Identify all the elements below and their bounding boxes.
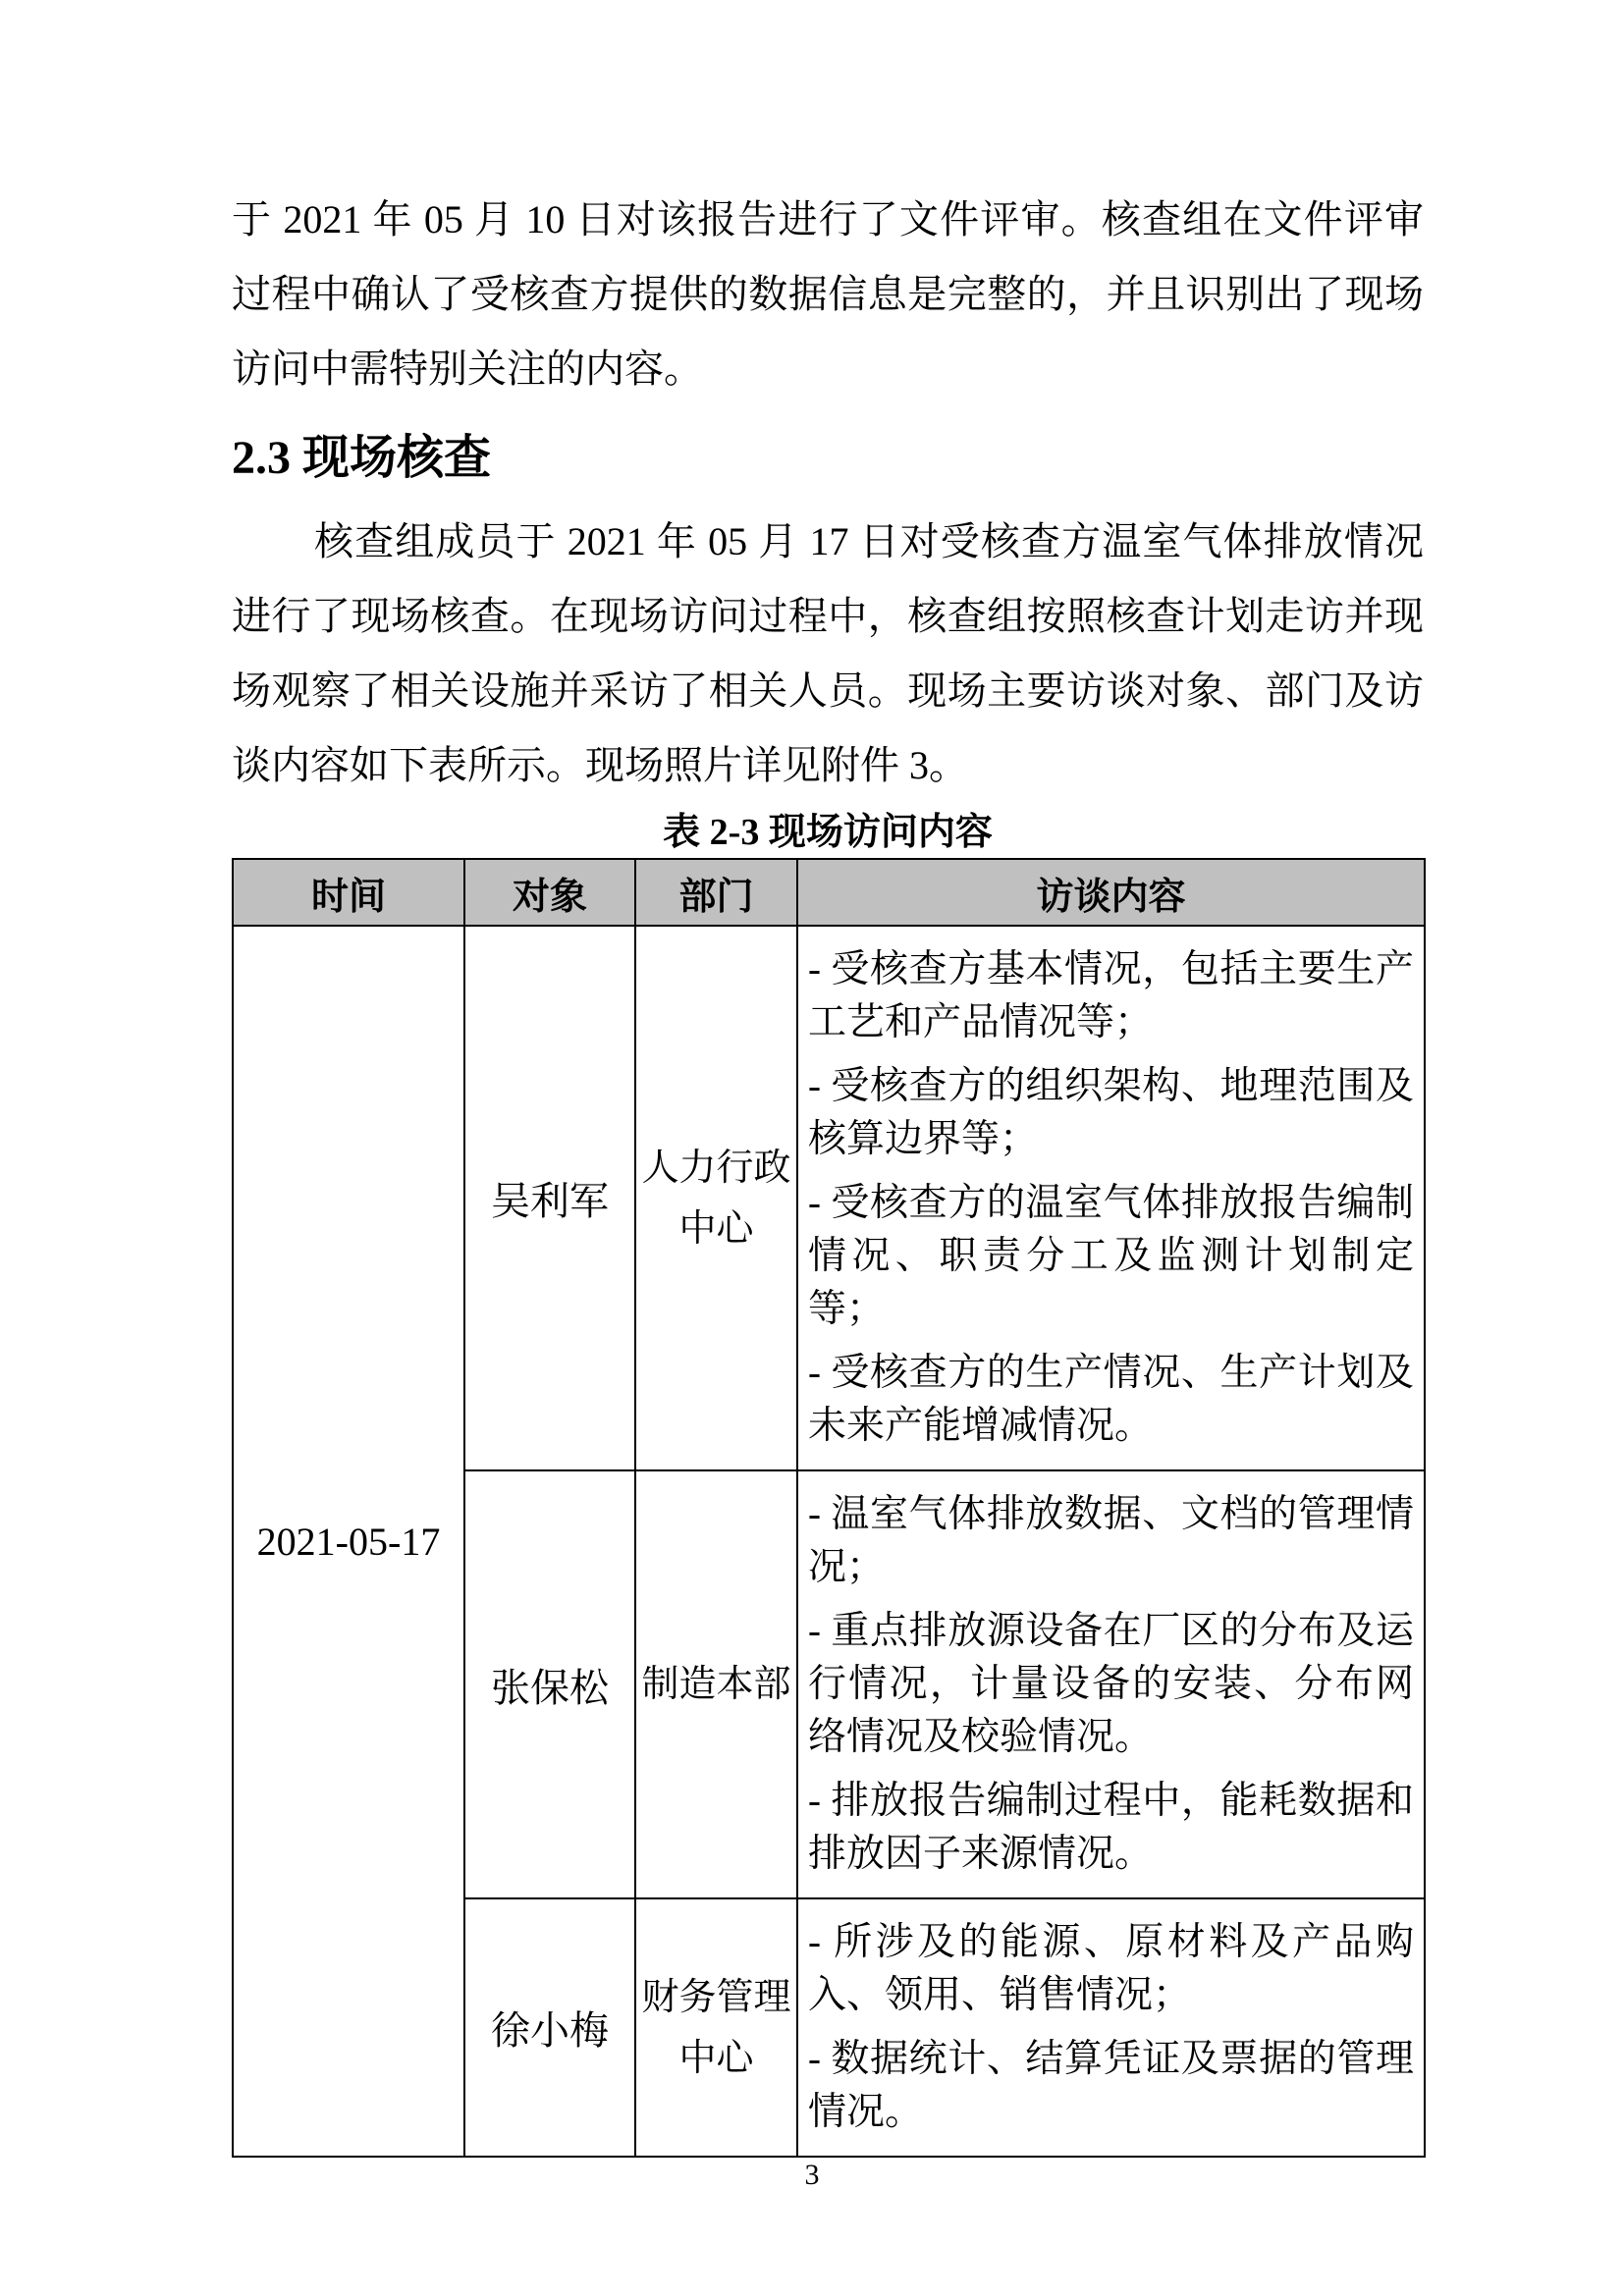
cell-interview-content-2	[797, 1470, 1425, 1898]
interview-item: - 重点排放源设备在厂区的分布及运行情况，计量设备的安装、分布网络情况及校验情况。	[808, 1610, 1414, 1758]
header-department: 部门	[635, 859, 797, 926]
table-header-row	[233, 859, 1425, 926]
interview-item: - 受核查方的组织架构、地理范围及核算边界等；	[808, 1065, 1414, 1160]
page-number: 3	[804, 2159, 820, 2191]
interview-item: - 受核查方的温室气体排放报告编制情况、职责分工及监测计划制定等；	[808, 1182, 1414, 1330]
cell-date: 2021-05-17	[233, 926, 464, 2157]
cell-department-3: 财务管理中心	[635, 1898, 797, 2157]
cell-department-2: 制造本部	[635, 1470, 797, 1898]
interview-item: - 所涉及的能源、原材料及产品购入、领用、销售情况；	[808, 1921, 1414, 2016]
cell-person-1: 吴利军	[464, 926, 635, 1470]
interview-item: - 受核查方的生产情况、生产计划及未来产能增减情况。	[808, 1352, 1414, 1447]
table-caption: 表 2-3 现场访问内容	[663, 812, 993, 853]
interview-content-table	[232, 858, 1426, 2158]
header-interview-content: 访谈内容	[797, 859, 1425, 926]
interview-item: - 排放报告编制过程中，能耗数据和排放因子来源情况。	[808, 1780, 1414, 1875]
header-time: 时间	[233, 859, 464, 926]
table-row	[233, 926, 1425, 1470]
paragraph-onsite-visit: 核查组成员于 2021 年 05 月 17 日对受核查方温室气体排放情况进行了现场核查。在现场访问过程中，核查组按照核查计划走访并现场观察了相关设施并采访了相关人员。现场主要访谈对象、部门及访谈内容如下表所示。现场照片详见附件 3。	[232, 519, 1424, 787]
cell-person-3: 徐小梅	[464, 1898, 635, 2157]
cell-department-1: 人力行政中心	[635, 926, 797, 1470]
cell-person-2: 张保松	[464, 1470, 635, 1898]
cell-interview-content-1	[797, 926, 1425, 1470]
cell-interview-content-3	[797, 1898, 1425, 2157]
header-person: 对象	[464, 859, 635, 926]
interview-item: - 受核查方基本情况，包括主要生产工艺和产品情况等；	[808, 948, 1414, 1043]
page-content	[232, 183, 1424, 2158]
paragraph-document-review: 于 2021 年 05 月 10 日对该报告进行了文件评审。核查组在文件评审过程中确认了受核查方提供的数据信息是完整的，并且识别出了现场访问中需特别关注的内容。	[232, 197, 1424, 391]
interview-item: - 温室气体排放数据、文档的管理情况；	[808, 1493, 1414, 1588]
interview-item: - 数据统计、结算凭证及票据的管理情况。	[808, 2038, 1414, 2133]
section-heading-onsite-verification: 2.3 现场核查	[232, 432, 492, 484]
